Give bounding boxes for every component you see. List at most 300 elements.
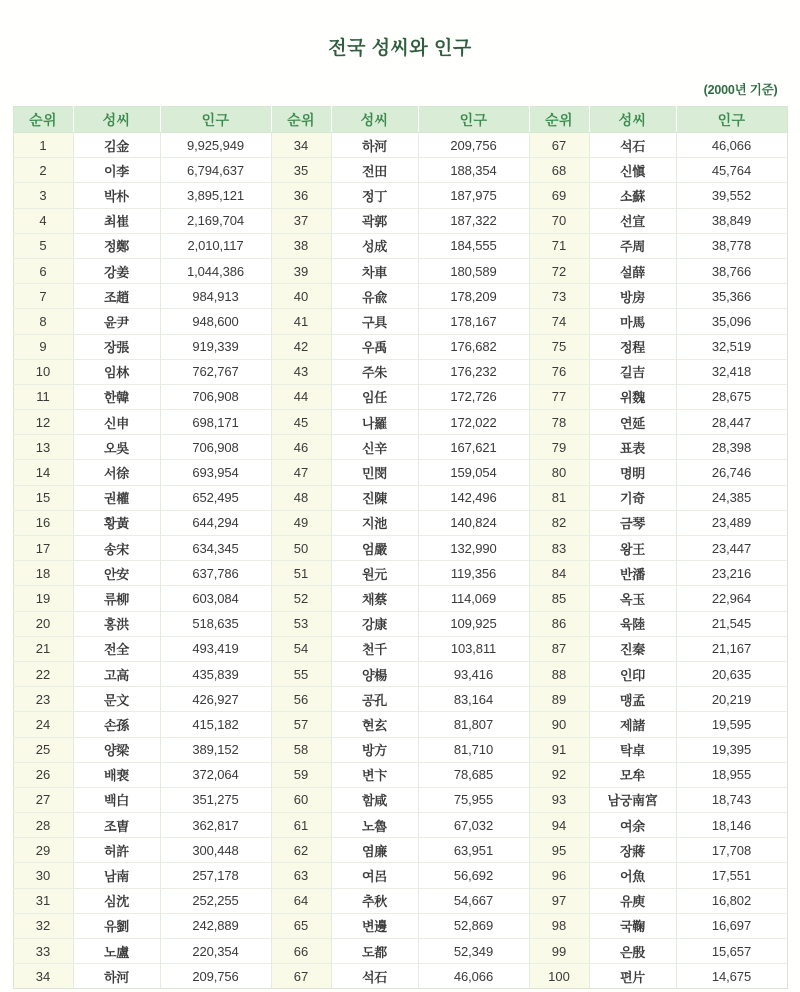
- cell-population: 372,064: [160, 762, 271, 787]
- cell-surname: 류柳: [73, 586, 160, 611]
- cell-surname: 신申: [73, 410, 160, 435]
- cell-rank: 53: [271, 611, 331, 636]
- cell-rank: 59: [271, 762, 331, 787]
- cell-population: 389,152: [160, 737, 271, 762]
- cell-rank: 62: [271, 838, 331, 863]
- cell-rank: 81: [529, 485, 589, 510]
- column-header-rank-1: 순위: [13, 107, 73, 133]
- cell-population: 28,398: [676, 435, 787, 460]
- table-row: [13, 838, 787, 863]
- cell-population: 176,232: [418, 359, 529, 384]
- table-row: [13, 284, 787, 309]
- cell-population: 351,275: [160, 787, 271, 812]
- cell-surname: 강康: [331, 611, 418, 636]
- cell-surname: 박朴: [73, 183, 160, 208]
- column-header-population-2: 인구: [418, 107, 529, 133]
- cell-surname: 신愼: [589, 158, 676, 183]
- cell-surname: 조曺: [73, 813, 160, 838]
- cell-surname: 제諸: [589, 712, 676, 737]
- cell-surname: 양梁: [73, 737, 160, 762]
- table-container: [13, 106, 788, 989]
- cell-surname: 변卞: [331, 762, 418, 787]
- cell-surname: 연延: [589, 410, 676, 435]
- cell-surname: 장蔣: [589, 838, 676, 863]
- cell-population: 362,817: [160, 813, 271, 838]
- cell-surname: 길吉: [589, 359, 676, 384]
- cell-rank: 6: [13, 258, 73, 283]
- cell-surname: 구具: [331, 309, 418, 334]
- cell-rank: 69: [529, 183, 589, 208]
- cell-surname: 인印: [589, 661, 676, 686]
- cell-population: 172,726: [418, 384, 529, 409]
- cell-population: 78,685: [418, 762, 529, 787]
- cell-population: 257,178: [160, 863, 271, 888]
- cell-surname: 은殷: [589, 939, 676, 964]
- cell-rank: 18: [13, 561, 73, 586]
- cell-population: 706,908: [160, 435, 271, 460]
- cell-rank: 10: [13, 359, 73, 384]
- cell-rank: 98: [529, 913, 589, 938]
- cell-surname: 전田: [331, 158, 418, 183]
- cell-rank: 33: [13, 939, 73, 964]
- cell-surname: 임任: [331, 384, 418, 409]
- cell-rank: 100: [529, 964, 589, 989]
- cell-population: 24,385: [676, 485, 787, 510]
- cell-population: 32,418: [676, 359, 787, 384]
- cell-surname: 어魚: [589, 863, 676, 888]
- table-row: [13, 334, 787, 359]
- cell-surname: 소蘇: [589, 183, 676, 208]
- cell-surname: 금琴: [589, 510, 676, 535]
- table-body: [13, 133, 787, 989]
- cell-rank: 5: [13, 233, 73, 258]
- table-row: [13, 510, 787, 535]
- cell-rank: 76: [529, 359, 589, 384]
- column-header-rank-3: 순위: [529, 107, 589, 133]
- cell-surname: 민閔: [331, 460, 418, 485]
- cell-surname: 나羅: [331, 410, 418, 435]
- reference-year-caption: (2000년 기준): [703, 83, 778, 97]
- cell-rank: 37: [271, 208, 331, 233]
- cell-surname: 유兪: [331, 284, 418, 309]
- cell-rank: 24: [13, 712, 73, 737]
- cell-rank: 64: [271, 888, 331, 913]
- table-row: [13, 208, 787, 233]
- cell-surname: 여余: [589, 813, 676, 838]
- cell-rank: 1: [13, 133, 73, 158]
- cell-population: 114,069: [418, 586, 529, 611]
- cell-rank: 26: [13, 762, 73, 787]
- table-row: [13, 611, 787, 636]
- cell-surname: 손孫: [73, 712, 160, 737]
- cell-population: 435,839: [160, 661, 271, 686]
- table-row: [13, 536, 787, 561]
- cell-population: 46,066: [676, 133, 787, 158]
- cell-population: 18,955: [676, 762, 787, 787]
- table-row: [13, 687, 787, 712]
- cell-surname: 기奇: [589, 485, 676, 510]
- cell-population: 209,756: [160, 964, 271, 989]
- cell-population: 493,419: [160, 636, 271, 661]
- cell-rank: 67: [271, 964, 331, 989]
- cell-surname: 노盧: [73, 939, 160, 964]
- cell-rank: 84: [529, 561, 589, 586]
- cell-rank: 40: [271, 284, 331, 309]
- cell-surname: 추秋: [331, 888, 418, 913]
- cell-population: 54,667: [418, 888, 529, 913]
- cell-population: 46,066: [418, 964, 529, 989]
- cell-rank: 17: [13, 536, 73, 561]
- cell-surname: 남南: [73, 863, 160, 888]
- table-row: [13, 485, 787, 510]
- cell-surname: 허許: [73, 838, 160, 863]
- table-row: [13, 384, 787, 409]
- cell-population: 81,807: [418, 712, 529, 737]
- cell-rank: 25: [13, 737, 73, 762]
- column-header-population-3: 인구: [676, 107, 787, 133]
- cell-population: 75,955: [418, 787, 529, 812]
- cell-surname: 강姜: [73, 258, 160, 283]
- cell-surname: 석石: [589, 133, 676, 158]
- cell-surname: 방方: [331, 737, 418, 762]
- cell-rank: 94: [529, 813, 589, 838]
- cell-rank: 45: [271, 410, 331, 435]
- cell-population: 52,869: [418, 913, 529, 938]
- cell-rank: 92: [529, 762, 589, 787]
- cell-population: 63,951: [418, 838, 529, 863]
- cell-surname: 진陳: [331, 485, 418, 510]
- cell-rank: 80: [529, 460, 589, 485]
- cell-rank: 55: [271, 661, 331, 686]
- cell-surname: 최崔: [73, 208, 160, 233]
- cell-surname: 문文: [73, 687, 160, 712]
- cell-rank: 44: [271, 384, 331, 409]
- cell-surname: 곽郭: [331, 208, 418, 233]
- cell-population: 17,708: [676, 838, 787, 863]
- table-row: [13, 183, 787, 208]
- cell-population: 762,767: [160, 359, 271, 384]
- cell-population: 93,416: [418, 661, 529, 686]
- cell-population: 176,682: [418, 334, 529, 359]
- cell-surname: 왕王: [589, 536, 676, 561]
- cell-population: 706,908: [160, 384, 271, 409]
- table-row: [13, 309, 787, 334]
- cell-population: 17,551: [676, 863, 787, 888]
- cell-surname: 설薛: [589, 258, 676, 283]
- cell-surname: 위魏: [589, 384, 676, 409]
- cell-surname: 도都: [331, 939, 418, 964]
- cell-population: 167,621: [418, 435, 529, 460]
- cell-population: 23,216: [676, 561, 787, 586]
- cell-rank: 47: [271, 460, 331, 485]
- table-row: [13, 712, 787, 737]
- cell-surname: 석石: [331, 964, 418, 989]
- cell-rank: 20: [13, 611, 73, 636]
- cell-surname: 조趙: [73, 284, 160, 309]
- cell-population: 38,766: [676, 258, 787, 283]
- cell-rank: 90: [529, 712, 589, 737]
- cell-surname: 전全: [73, 636, 160, 661]
- cell-population: 984,913: [160, 284, 271, 309]
- cell-surname: 진秦: [589, 636, 676, 661]
- cell-population: 637,786: [160, 561, 271, 586]
- cell-surname: 맹孟: [589, 687, 676, 712]
- table-row: [13, 410, 787, 435]
- cell-rank: 21: [13, 636, 73, 661]
- cell-rank: 12: [13, 410, 73, 435]
- cell-population: 28,447: [676, 410, 787, 435]
- cell-rank: 29: [13, 838, 73, 863]
- cell-population: 603,084: [160, 586, 271, 611]
- cell-rank: 34: [13, 964, 73, 989]
- cell-rank: 74: [529, 309, 589, 334]
- cell-rank: 50: [271, 536, 331, 561]
- table-row: [13, 258, 787, 283]
- cell-surname: 지池: [331, 510, 418, 535]
- cell-surname: 공孔: [331, 687, 418, 712]
- cell-rank: 52: [271, 586, 331, 611]
- cell-rank: 42: [271, 334, 331, 359]
- cell-rank: 30: [13, 863, 73, 888]
- cell-population: 45,764: [676, 158, 787, 183]
- cell-population: 159,054: [418, 460, 529, 485]
- table-row: [13, 460, 787, 485]
- column-header-surname-2: 성씨: [331, 107, 418, 133]
- caption-row: [13, 80, 788, 99]
- cell-rank: 66: [271, 939, 331, 964]
- table-row: [13, 813, 787, 838]
- cell-population: 20,219: [676, 687, 787, 712]
- cell-surname: 탁卓: [589, 737, 676, 762]
- cell-rank: 87: [529, 636, 589, 661]
- cell-population: 6,794,637: [160, 158, 271, 183]
- cell-rank: 11: [13, 384, 73, 409]
- cell-population: 693,954: [160, 460, 271, 485]
- cell-population: 19,395: [676, 737, 787, 762]
- cell-surname: 엄嚴: [331, 536, 418, 561]
- cell-surname: 현玄: [331, 712, 418, 737]
- cell-surname: 안安: [73, 561, 160, 586]
- cell-surname: 모牟: [589, 762, 676, 787]
- cell-population: 18,146: [676, 813, 787, 838]
- cell-rank: 82: [529, 510, 589, 535]
- surname-population-table: [13, 106, 788, 989]
- cell-surname: 명明: [589, 460, 676, 485]
- cell-rank: 43: [271, 359, 331, 384]
- column-header-population-1: 인구: [160, 107, 271, 133]
- cell-rank: 57: [271, 712, 331, 737]
- cell-rank: 58: [271, 737, 331, 762]
- table-row: [13, 133, 787, 158]
- cell-population: 518,635: [160, 611, 271, 636]
- table-row: [13, 737, 787, 762]
- cell-population: 26,746: [676, 460, 787, 485]
- cell-rank: 93: [529, 787, 589, 812]
- cell-population: 23,489: [676, 510, 787, 535]
- cell-population: 415,182: [160, 712, 271, 737]
- cell-rank: 63: [271, 863, 331, 888]
- cell-surname: 이李: [73, 158, 160, 183]
- cell-population: 172,022: [418, 410, 529, 435]
- cell-rank: 46: [271, 435, 331, 460]
- cell-population: 22,964: [676, 586, 787, 611]
- cell-population: 2,010,117: [160, 233, 271, 258]
- cell-surname: 홍洪: [73, 611, 160, 636]
- cell-surname: 염廉: [331, 838, 418, 863]
- cell-population: 178,209: [418, 284, 529, 309]
- table-row: [13, 762, 787, 787]
- table-row: [13, 888, 787, 913]
- cell-rank: 78: [529, 410, 589, 435]
- cell-rank: 34: [271, 133, 331, 158]
- table-row: [13, 863, 787, 888]
- cell-population: 81,710: [418, 737, 529, 762]
- cell-rank: 15: [13, 485, 73, 510]
- cell-surname: 마馬: [589, 309, 676, 334]
- cell-surname: 백白: [73, 787, 160, 812]
- cell-population: 38,849: [676, 208, 787, 233]
- cell-surname: 송宋: [73, 536, 160, 561]
- cell-rank: 83: [529, 536, 589, 561]
- table-row: [13, 939, 787, 964]
- cell-surname: 배裵: [73, 762, 160, 787]
- cell-population: 9,925,949: [160, 133, 271, 158]
- cell-surname: 주周: [589, 233, 676, 258]
- cell-surname: 정丁: [331, 183, 418, 208]
- cell-surname: 차車: [331, 258, 418, 283]
- cell-rank: 85: [529, 586, 589, 611]
- table-row: [13, 586, 787, 611]
- cell-rank: 16: [13, 510, 73, 535]
- cell-surname: 여呂: [331, 863, 418, 888]
- page-title: 전국 성씨와 인구: [328, 38, 472, 59]
- cell-population: 32,519: [676, 334, 787, 359]
- cell-rank: 88: [529, 661, 589, 686]
- cell-surname: 김金: [73, 133, 160, 158]
- cell-rank: 79: [529, 435, 589, 460]
- cell-population: 300,448: [160, 838, 271, 863]
- cell-surname: 유庾: [589, 888, 676, 913]
- cell-surname: 오吳: [73, 435, 160, 460]
- cell-rank: 89: [529, 687, 589, 712]
- cell-rank: 23: [13, 687, 73, 712]
- cell-surname: 국鞠: [589, 913, 676, 938]
- cell-rank: 67: [529, 133, 589, 158]
- cell-surname: 한韓: [73, 384, 160, 409]
- cell-population: 2,169,704: [160, 208, 271, 233]
- cell-rank: 68: [529, 158, 589, 183]
- cell-rank: 61: [271, 813, 331, 838]
- cell-surname: 표表: [589, 435, 676, 460]
- cell-population: 35,366: [676, 284, 787, 309]
- column-header-surname-1: 성씨: [73, 107, 160, 133]
- table-header: [13, 107, 787, 133]
- cell-population: 948,600: [160, 309, 271, 334]
- cell-population: 67,032: [418, 813, 529, 838]
- cell-rank: 13: [13, 435, 73, 460]
- cell-population: 184,555: [418, 233, 529, 258]
- cell-rank: 28: [13, 813, 73, 838]
- cell-population: 188,354: [418, 158, 529, 183]
- cell-surname: 심沈: [73, 888, 160, 913]
- cell-population: 132,990: [418, 536, 529, 561]
- table-row: [13, 913, 787, 938]
- cell-surname: 우禹: [331, 334, 418, 359]
- cell-rank: 35: [271, 158, 331, 183]
- cell-surname: 유劉: [73, 913, 160, 938]
- cell-population: 142,496: [418, 485, 529, 510]
- cell-population: 119,356: [418, 561, 529, 586]
- cell-population: 21,167: [676, 636, 787, 661]
- cell-rank: 65: [271, 913, 331, 938]
- cell-rank: 14: [13, 460, 73, 485]
- cell-population: 140,824: [418, 510, 529, 535]
- cell-rank: 60: [271, 787, 331, 812]
- cell-population: 83,164: [418, 687, 529, 712]
- cell-surname: 반潘: [589, 561, 676, 586]
- cell-rank: 38: [271, 233, 331, 258]
- cell-surname: 남궁南宮: [589, 787, 676, 812]
- column-header-rank-2: 순위: [271, 107, 331, 133]
- cell-surname: 윤尹: [73, 309, 160, 334]
- cell-rank: 56: [271, 687, 331, 712]
- cell-surname: 채蔡: [331, 586, 418, 611]
- cell-surname: 정程: [589, 334, 676, 359]
- cell-surname: 방房: [589, 284, 676, 309]
- cell-population: 20,635: [676, 661, 787, 686]
- cell-surname: 노魯: [331, 813, 418, 838]
- cell-surname: 하河: [331, 133, 418, 158]
- cell-rank: 32: [13, 913, 73, 938]
- cell-rank: 91: [529, 737, 589, 762]
- cell-population: 109,925: [418, 611, 529, 636]
- table-header-row: [13, 107, 787, 133]
- cell-surname: 선宣: [589, 208, 676, 233]
- cell-surname: 신辛: [331, 435, 418, 460]
- cell-population: 652,495: [160, 485, 271, 510]
- cell-population: 52,349: [418, 939, 529, 964]
- table-row: [13, 964, 787, 989]
- cell-surname: 편片: [589, 964, 676, 989]
- cell-rank: 95: [529, 838, 589, 863]
- cell-population: 14,675: [676, 964, 787, 989]
- cell-rank: 86: [529, 611, 589, 636]
- cell-surname: 고高: [73, 661, 160, 686]
- cell-population: 242,889: [160, 913, 271, 938]
- cell-rank: 72: [529, 258, 589, 283]
- cell-rank: 54: [271, 636, 331, 661]
- cell-surname: 천千: [331, 636, 418, 661]
- cell-surname: 하河: [73, 964, 160, 989]
- cell-population: 178,167: [418, 309, 529, 334]
- cell-rank: 97: [529, 888, 589, 913]
- table-row: [13, 359, 787, 384]
- cell-population: 252,255: [160, 888, 271, 913]
- cell-surname: 양楊: [331, 661, 418, 686]
- cell-population: 634,345: [160, 536, 271, 561]
- cell-population: 35,096: [676, 309, 787, 334]
- cell-population: 18,743: [676, 787, 787, 812]
- cell-surname: 권權: [73, 485, 160, 510]
- cell-population: 15,657: [676, 939, 787, 964]
- cell-rank: 75: [529, 334, 589, 359]
- cell-surname: 성成: [331, 233, 418, 258]
- cell-population: 644,294: [160, 510, 271, 535]
- table-row: [13, 787, 787, 812]
- cell-rank: 49: [271, 510, 331, 535]
- cell-rank: 39: [271, 258, 331, 283]
- cell-population: 426,927: [160, 687, 271, 712]
